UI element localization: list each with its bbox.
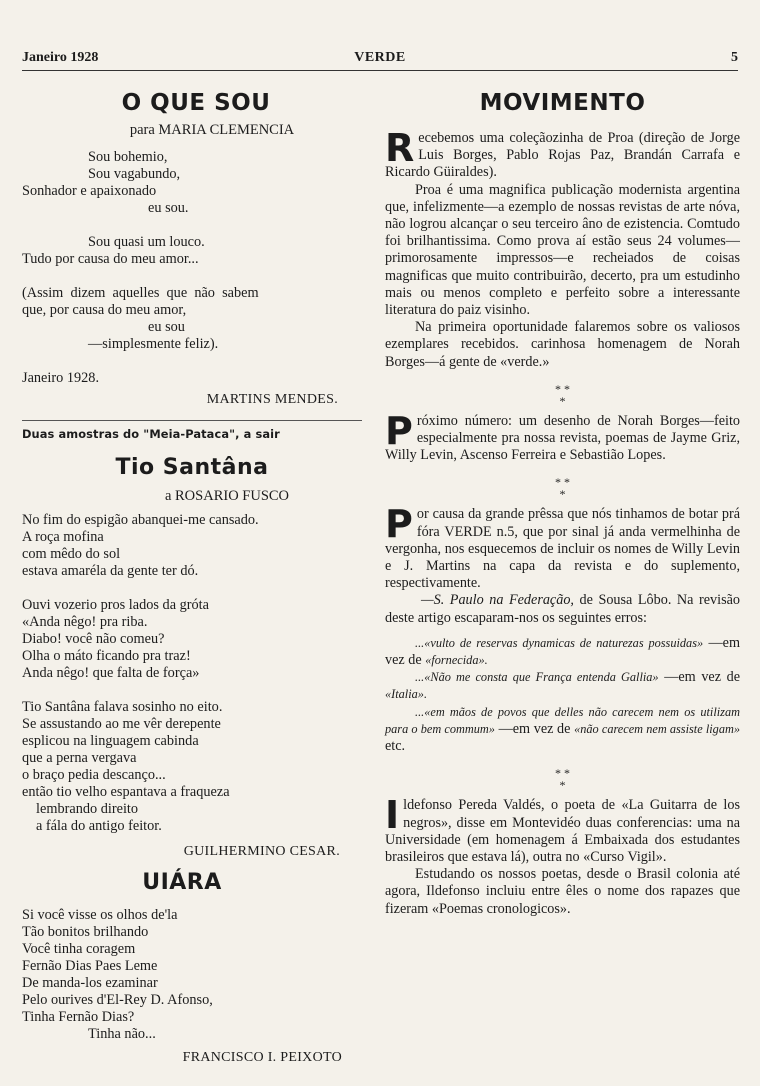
right-column — [385, 80, 740, 918]
poem-title-tio-santana: Tio Santâna — [115, 455, 269, 480]
poem-line: lembrando direito — [36, 801, 139, 817]
poem-line: Se assustando ao me vêr derepente — [22, 716, 221, 732]
header-date: Janeiro 1928 — [22, 50, 99, 65]
poem-date: Janeiro 1928. — [22, 370, 100, 386]
erratum: ...«em mãos de povos que delles não carecem nem os utilizam para o bem commum» —em vez de «não carecem nem assiste ligam» etc. — [385, 704, 740, 755]
article-movimento — [385, 126, 740, 918]
page-header — [22, 50, 738, 70]
poem-line: que a perna vergava — [22, 750, 137, 766]
poem-line: eu sou. — [148, 200, 189, 216]
poem-line: Sonhador e apaixonado — [22, 183, 157, 199]
poem-line: «Anda nêgo! pra riba. — [22, 614, 148, 630]
poem-line: Tão bonitos brilhando — [22, 924, 149, 940]
poem-line: esplicou na linguagem cabinda — [22, 733, 199, 749]
drop-cap: I — [385, 793, 400, 838]
author-signature: MARTINS MENDES. — [206, 392, 338, 407]
paragraph: Estudando os nossos poetas, desde o Brasil colonia até agora, Ildefonso incluiu entre êles o nome dos rapazes que fizeram «Poemas cronologicos». — [385, 866, 740, 917]
poem-line: estava amaréla da gente ter dó. — [22, 563, 199, 579]
poem-line: Diabo! você não comeu? — [22, 631, 165, 647]
header-journal-title: VERDE — [354, 50, 406, 65]
poem-dedication: para MARIA CLEMENCIA — [129, 122, 295, 138]
drop-cap: R — [385, 126, 415, 170]
poem-line: Tinha não... — [88, 1026, 156, 1042]
poem-line: —simplesmente feliz). — [88, 336, 219, 352]
asterism: * * * — [555, 381, 570, 408]
poem-o-que-sou — [22, 149, 362, 387]
poem-line: Fernão Dias Paes Leme — [22, 958, 158, 974]
paragraph: Recebemos uma coleçãozinha de Proa (direção de Jorge Luis Borges, Pablo Rojas Paz, Brandán Carrafa e Ricardo Güiraldes). — [385, 126, 740, 181]
poem-line: Anda nêgo! que falta de força» — [22, 665, 200, 681]
author-signature: FRANCISCO I. PEIXOTO — [182, 1050, 342, 1065]
poem-line: que, por causa do meu amor, — [22, 302, 187, 318]
poem-line: Olha o máto ficando pra traz! — [22, 648, 191, 664]
asterism: * * * — [555, 475, 570, 502]
paragraph: Proa é uma magnifica publicação modernista argentina que, infelizmente—a ezemplo de nossas revistas de arte nóva, não logrou alcançar o seu terceiro âno de ezistencia. Comtudo foi brilhantissima. Como prova aí estão seus 24 volumes—primorosamente impressos—e recheiados de coisas magnificas que muito contribuirão, decerto, pra um estudinho mais ou menos completo e perfeito sobre a interessante literatura do paiz visinho. — [385, 181, 740, 319]
poem-line: Ouvi vozerio pros lados da gróta — [22, 597, 210, 613]
poem-line: Tio Santâna falava sosinho no eito. — [22, 699, 223, 715]
poem-uiara — [22, 907, 362, 1043]
poem-line: A roça mofina — [22, 529, 104, 545]
poem-title-uiara: UIÁRA — [142, 870, 222, 895]
poem-line: (Assim dizem aquelles que não sabem — [22, 285, 259, 301]
poem-line: o braço pedia descanço... — [22, 767, 166, 783]
page-number: 5 — [731, 50, 738, 65]
section-banner: Duas amostras do "Meia-Pataca", a sair — [22, 427, 280, 441]
paragraph: Na primeira oportunidade falaremos sobre os valiosos ezemplares recebidos. carinhosa homenagem de Norah Borges—á gente de «verde.» — [385, 319, 740, 370]
erratum: ...«Não me consta que França entenda Gallia» —em vez de «Italia». — [385, 669, 740, 702]
poem-line: com mêdo do sol — [22, 546, 121, 562]
paragraph: Próximo número: um desenho de Norah Borges—feito especialmente pra nossa revista, poemas de Jayme Griz, Willy Levin, Ascenso Ferreira e Sebastião Lopes. — [385, 408, 740, 464]
poem-line: Pelo ourives d'El-Rey D. Afonso, — [22, 992, 213, 1008]
poem-dedication: a ROSARIO FUSCO — [164, 488, 290, 504]
drop-cap: P — [385, 408, 413, 453]
poem-line: De manda-los ezaminar — [22, 975, 158, 991]
poem-line: Tudo por causa do meu amor... — [22, 251, 199, 267]
section-divider — [22, 420, 362, 421]
poem-line: Sou bohemio, — [88, 149, 168, 165]
header-rule — [22, 70, 738, 71]
poem-line: Você tinha coragem — [22, 941, 136, 957]
author-signature: GUILHERMINO CESAR. — [183, 844, 340, 859]
paragraph: Por causa da grande prêssa que nós tinhamos de botar prá fóra VERDE n.5, que por sinal já anda vermelhinha de vergonha, nos esquecemos de incluir os nomes de Willy Levin e J. Martins na capa da revista e do suplemento, respectivamente. — [385, 502, 740, 592]
poem-line: Sou quasi um louco. — [88, 234, 205, 250]
poem-title-o-que-sou: O QUE SOU — [121, 90, 271, 116]
poem-tio-santana — [22, 512, 362, 835]
drop-cap: P — [385, 502, 413, 547]
poem-line: Sou vagabundo, — [88, 166, 181, 182]
poem-line: Tinha Fernão Dias? — [22, 1009, 135, 1025]
section-title-movimento: MOVIMENTO — [479, 90, 646, 116]
poem-line: a fála do antigo feitor. — [36, 818, 162, 834]
poem-line: eu sou — [148, 319, 185, 335]
asterism: * * * — [555, 766, 570, 793]
left-column — [22, 80, 362, 1066]
poem-line: Si você visse os olhos de'la — [22, 907, 178, 923]
poem-line: então tio velho espantava a fraqueza — [22, 784, 230, 800]
poem-line: No fim do espigão abanquei-me cansado. — [22, 512, 259, 528]
paragraph: Ildefonso Pereda Valdés, o poeta de «La Guitarra de los negros», disse em Montevidéo duas conferencias: uma na Universidade (em homenagem á Embaixada dos estudantes brasileiros que estava lá), outra no «Curso Vigil». — [385, 793, 740, 865]
paragraph: —S. Paulo na Federação, de Sousa Lôbo. Na revisão deste artigo escaparam-nos os seguintes erros: — [385, 592, 740, 626]
erratum: ...«vulto de reservas dynamicas de naturezas possuidas» —em vez de «fornecida». — [385, 634, 740, 669]
